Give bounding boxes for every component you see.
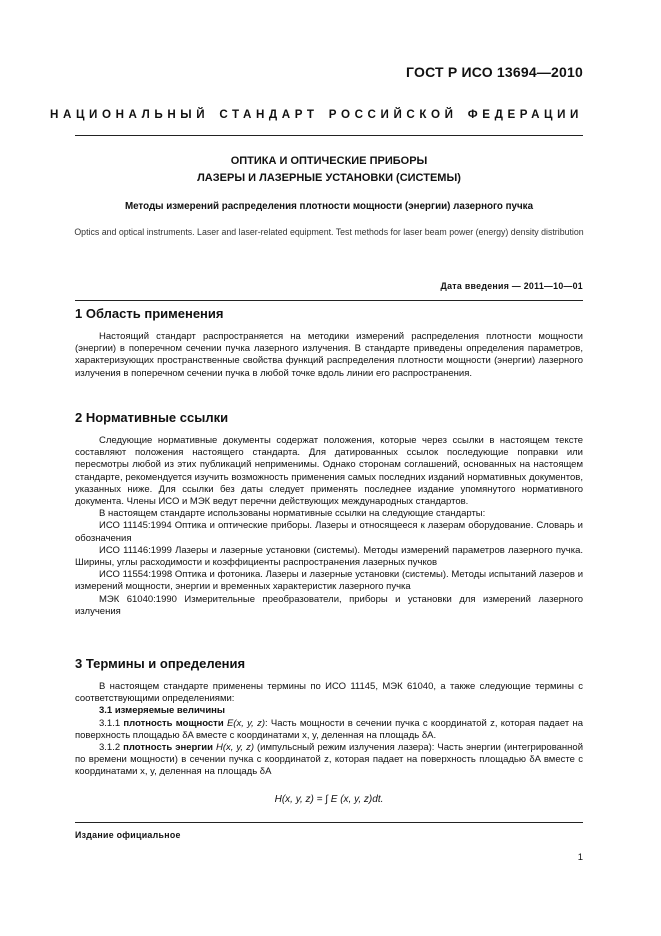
ref-iso-11554: ИСО 11554:1998 Оптика и фотоника. Лазеры и лазерные установки (системы). Методы испытаний лазеров и измерений мощности, энергии и временных характеристик лазерного пучка xyxy=(75,569,583,593)
subsection-3-1: 3.1 измеряемые величины xyxy=(99,705,226,717)
section-3-heading: 3 Термины и определения xyxy=(75,656,246,671)
section-normative-refs xyxy=(75,410,583,618)
term-power-density xyxy=(75,718,583,742)
term-2-name: плотность энергии xyxy=(123,742,213,754)
effective-date: Дата введения — 2011—10—01 xyxy=(440,281,583,291)
energy-density-formula: H(x, y, z) = ∫ E (x, y, z)dt. xyxy=(274,794,384,805)
term-2-symbol: H(x, y, z) xyxy=(215,742,254,754)
term-1-number: 3.1.1 xyxy=(99,717,121,729)
bottom-rule xyxy=(75,822,583,823)
term-2-definition: (импульсный режим излучения лазера): Часть энергии (интегрированной по времени мощности) в сечении пучка с координатой z, которая падает на поверхность площадью δA вместе с координатами x, y, деленная на площадь δA xyxy=(75,742,584,778)
ref-iec-61040: МЭК 61040:1990 Измерительные преобразователи, приборы и установки для измерений лазерного излучения xyxy=(75,593,583,617)
term-2-number: 3.1.2 xyxy=(99,742,121,754)
section-1-heading: 1 Область применения xyxy=(75,306,224,321)
standard-code: ГОСТ Р ИСО 13694—2010 xyxy=(406,64,583,80)
national-standard-banner: НАЦИОНАЛЬНЫЙ СТАНДАРТ РОССИЙСКОЙ ФЕДЕРАЦИИ xyxy=(50,108,583,121)
section-terms xyxy=(75,656,583,779)
page-number: 1 xyxy=(577,852,583,863)
middle-rule xyxy=(75,300,583,301)
section-1-paragraph: Настоящий стандарт распространяется на методики измерений распределения плотности мощности (энергии) в поперечном сечении пучка лазерного излучения. В стандарте приведены определения параметров, характеризующих пространственные свойства функций распределения плотности мощности (энергии) лазерного излучения в поперечном сечении пучка в любой точке вдоль линии его распространения. xyxy=(75,331,583,379)
section-2-heading: 2 Нормативные ссылки xyxy=(75,410,229,425)
title-line-1: ОПТИКА И ОПТИЧЕСКИЕ ПРИБОРЫ xyxy=(230,155,428,167)
top-rule xyxy=(75,135,583,136)
term-1-symbol: E(x, y, z) xyxy=(226,717,265,729)
english-title: Optics and optical instruments. Laser and laser-related equipment. Test methods for laser beam power (energy) density distribution xyxy=(74,227,584,237)
term-1-definition: : Часть мощности в сечении пучка с координатой z, которая падает на поверхность площадью δA вместе с координатами x, y, деленная на площадь δA. xyxy=(75,717,583,741)
section-2-paragraph-2: В настоящем стандарте использованы нормативные ссылки на следующие стандарты: xyxy=(99,508,486,520)
title-line-2: ЛАЗЕРЫ И ЛАЗЕРНЫЕ УСТАНОВКИ (СИСТЕМЫ) xyxy=(197,172,461,184)
section-scope xyxy=(75,306,583,380)
ref-iso-11146: ИСО 11146:1999 Лазеры и лазерные установки (системы). Методы измерений параметров лазерного пучка. Ширины, углы расходимости и коэффициенты распространения лазерных пучков xyxy=(75,544,583,569)
edition-label: Издание официальное xyxy=(75,830,181,840)
section-3-paragraph: В настоящем стандарте применены термины по ИСО 11145, МЭК 61040, а также следующие термины с соответствующими определениями: xyxy=(75,681,583,705)
ref-iso-11145: ИСО 11145:1994 Оптика и оптические приборы. Лазеры и относящееся к лазерам оборудование. Словарь и обозначения xyxy=(75,520,583,544)
section-2-paragraph-1: Следующие нормативные документы содержат положения, которые через ссылки в настоящем тексте составляют положения настоящего стандарта. Для датированных ссылок последующие поправки или пересмотры любой из этих публикаций неприменимы. Однако сторонам соглашений, основанных на настоящем стандарте, рекомендуется изучить возможность применения самых последних изданий нормативных документов, указанных ниже. Для ссылки без даты следует применять последнее издание упомянутого нормативного документа. Члены ИСО и МЭК ведут перечни действующих международных стандартов. xyxy=(75,435,583,508)
term-1-name: плотность мощности xyxy=(123,717,224,729)
term-energy-density xyxy=(75,742,583,779)
document-subtitle: Методы измерений распределения плотности мощности (энергии) лазерного пучка xyxy=(124,201,534,212)
